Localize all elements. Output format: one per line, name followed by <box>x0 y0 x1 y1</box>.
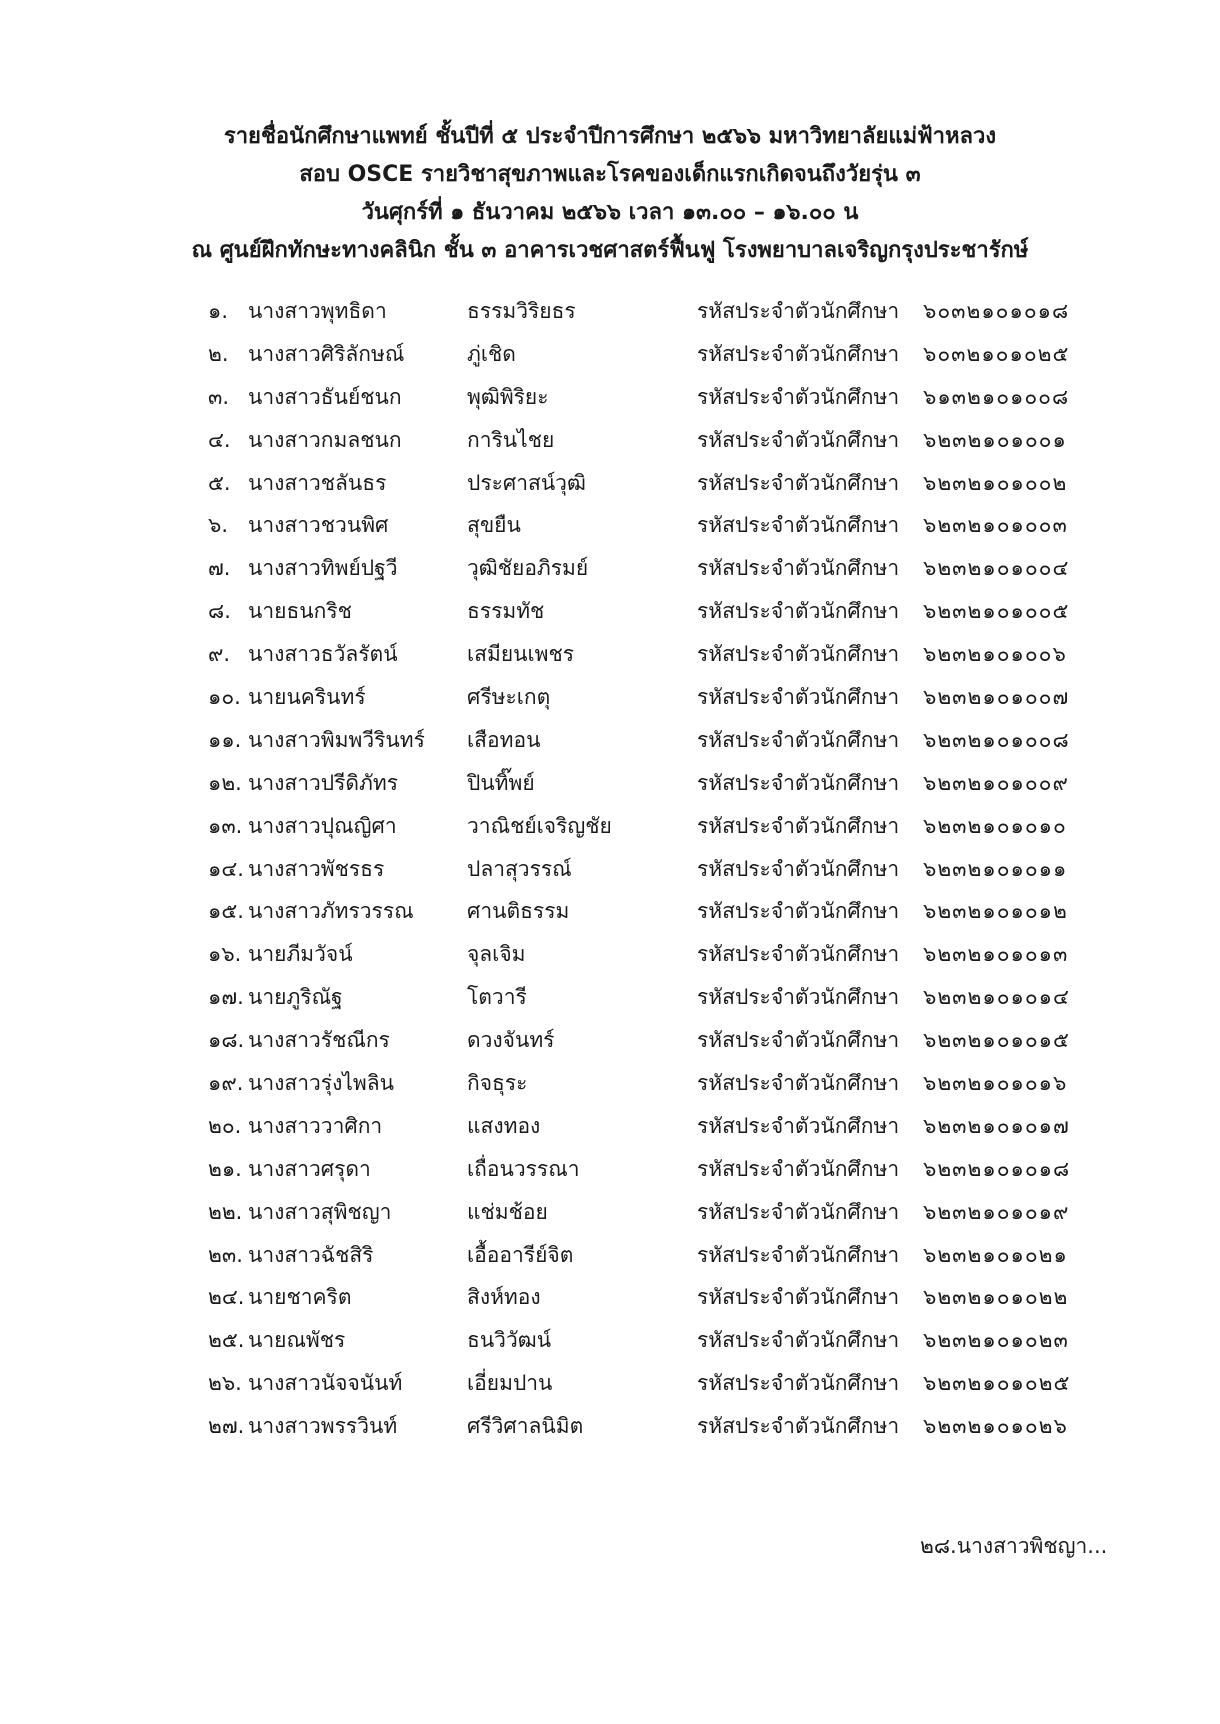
student-id: ๖๒๓๒๑๐๑๐๑๕ <box>923 1028 1070 1053</box>
student-number: ๑๘. <box>208 1028 245 1053</box>
student-id: ๖๒๓๒๑๐๑๐๐๑ <box>923 427 1067 452</box>
student-id-label: รหัสประจำตัวนักศึกษา <box>697 727 900 752</box>
student-id-label: รหัสประจำตัวนักศึกษา <box>697 299 900 323</box>
student-id-label: รหัสประจำตัวนักศึกษา <box>697 1028 900 1053</box>
student-id-label: รหัสประจำตัวนักศึกษา <box>697 985 900 1010</box>
student-number: ๒๐. <box>208 1113 242 1138</box>
student-number: ๒๒. <box>208 1199 243 1224</box>
list-item <box>0 1062 1220 1105</box>
list-item <box>0 462 1220 505</box>
list-item <box>0 504 1220 547</box>
student-id: ๖๒๓๒๑๐๑๐๐๖ <box>923 642 1067 667</box>
list-item <box>0 848 1220 891</box>
student-surname: ศรีวิศาลนิมิต <box>467 1414 584 1439</box>
student-id-label: รหัสประจำตัวนักศึกษา <box>697 813 900 838</box>
student-id-label: รหัสประจำตัวนักศึกษา <box>697 1371 900 1396</box>
student-id-label: รหัสประจำตัวนักศึกษา <box>697 1328 900 1353</box>
student-id: ๖๒๓๒๑๐๑๐๒๑ <box>923 1242 1068 1267</box>
header-title: รายชื่อนักศึกษาแพทย์ ชั้นปีที่ ๕ ประจำปีการศึกษา ๒๕๖๖ มหาวิทยาลัยแม่ฟ้าหลวง <box>223 124 997 149</box>
student-id: ๖๒๓๒๑๐๑๐๐๕ <box>923 599 1070 624</box>
student-id: ๖๐๓๒๑๐๑๐๒๕ <box>923 341 1070 366</box>
student-number: ๔. <box>208 427 231 452</box>
student-surname: จุลเจิม <box>467 942 526 967</box>
student-name: นางสาวพัชรธร <box>248 856 385 881</box>
student-surname: แสงทอง <box>467 1113 541 1138</box>
list-item <box>0 333 1220 376</box>
student-id-label: รหัสประจำตัวนักศึกษา <box>697 470 900 495</box>
student-id-label: รหัสประจำตัวนักศึกษา <box>697 1071 900 1096</box>
student-number: ๗. <box>208 556 231 581</box>
student-surname: ธรรมวิริยธร <box>467 299 576 323</box>
student-id-label: รหัสประจำตัวนักศึกษา <box>697 599 900 624</box>
student-id: ๖๒๓๒๑๐๑๐๒๖ <box>923 1414 1068 1439</box>
student-surname: สุขยืน <box>467 513 521 538</box>
list-item <box>0 1191 1220 1234</box>
student-id: ๖๐๓๒๑๐๑๐๑๘ <box>923 299 1070 323</box>
student-name: นางสาวกมลชนก <box>248 427 402 452</box>
student-name: นางสาวปรีดิภัทร <box>248 770 399 795</box>
student-name: นายนครินทร์ <box>248 685 366 710</box>
student-number: ๑๖. <box>208 942 242 967</box>
student-name: นางสาวศรุดา <box>248 1156 371 1181</box>
student-id-label: รหัสประจำตัวนักศึกษา <box>697 642 900 667</box>
student-id: ๖๒๓๒๑๐๑๐๒๒ <box>923 1285 1069 1310</box>
student-number: ๒๓. <box>208 1242 243 1267</box>
student-number: ๑๔. <box>208 856 244 881</box>
student-id: ๖๒๓๒๑๐๑๐๐๓ <box>923 513 1068 538</box>
student-name: นางสาวสุพิชญา <box>248 1199 392 1224</box>
list-item <box>0 419 1220 462</box>
student-number: ๘. <box>208 599 231 624</box>
student-id-label: รหัสประจำตัวนักศึกษา <box>697 556 900 581</box>
student-surname: เอื้ออารีย์จิต <box>467 1242 574 1267</box>
student-id-label: รหัสประจำตัวนักศึกษา <box>697 1242 900 1267</box>
list-item <box>0 719 1220 762</box>
student-number: ๑๙. <box>208 1071 244 1096</box>
student-id: ๖๒๓๒๑๐๑๐๑๑ <box>923 856 1068 881</box>
list-item <box>0 762 1220 805</box>
student-id: ๖๑๓๒๑๐๑๐๐๘ <box>923 384 1070 409</box>
header-exam-subject: สอบ OSCE รายวิชาสุขภาพและโรคของเด็กแรกเกิดจนถึงวัยรุ่น ๓ <box>299 162 921 187</box>
student-surname: ปลาสุวรรณ์ <box>467 856 572 881</box>
student-id: ๖๒๓๒๑๐๑๐๑๓ <box>923 942 1069 967</box>
student-surname: แช่มช้อย <box>467 1199 548 1224</box>
list-item <box>0 890 1220 933</box>
student-id: ๖๒๓๒๑๐๑๐๒๕ <box>923 1371 1071 1396</box>
student-name: นางสาวนัจจนันท์ <box>248 1371 403 1396</box>
student-surname: สิงห์ทอง <box>467 1285 541 1310</box>
list-item <box>0 1276 1220 1319</box>
student-number: ๖. <box>208 513 229 538</box>
student-surname: โตวารี <box>467 985 527 1010</box>
list-item <box>0 590 1220 633</box>
student-name: นางสาวพรรวินท์ <box>248 1414 398 1439</box>
student-name: นางสาววาศิกา <box>248 1113 383 1138</box>
student-id: ๖๒๓๒๑๐๑๐๐๒ <box>923 470 1068 495</box>
list-item <box>0 1362 1220 1405</box>
student-name: นายภีมวัจน์ <box>248 942 353 967</box>
student-number: ๓. <box>208 384 230 409</box>
student-id: ๖๒๓๒๑๐๑๐๑๗ <box>923 1113 1070 1138</box>
student-id-label: รหัสประจำตัวนักศึกษา <box>697 1113 900 1138</box>
student-name: นางสาวธันย์ชนก <box>248 384 402 409</box>
student-name: นางสาวภัทรวรรณ <box>248 899 414 924</box>
student-surname: ปินทิ๊พย์ <box>467 770 535 795</box>
student-surname: วุฒิชัยอภิรมย์ <box>467 556 589 581</box>
student-name: นางสาวทิพย์ปฐวี <box>248 556 398 581</box>
student-surname: เสมียนเพชร <box>467 642 575 667</box>
student-id-label: รหัสประจำตัวนักศึกษา <box>697 770 900 795</box>
student-number: ๑๑. <box>208 727 242 752</box>
student-roster <box>0 290 1220 1448</box>
student-number: ๕. <box>208 470 231 495</box>
list-item <box>0 805 1220 848</box>
student-name: นางสาวชวนพิศ <box>248 513 389 538</box>
student-number: ๙. <box>208 642 231 667</box>
student-number: ๑๓. <box>208 813 243 838</box>
student-id-label: รหัสประจำตัวนักศึกษา <box>697 942 900 967</box>
student-id-label: รหัสประจำตัวนักศึกษา <box>697 1156 900 1181</box>
student-name: นางสาวรัชณีกร <box>248 1028 390 1053</box>
student-id: ๖๒๓๒๑๐๑๐๑๙ <box>923 1199 1070 1224</box>
student-id: ๖๒๓๒๑๐๑๐๑๘ <box>923 1156 1071 1181</box>
student-id: ๖๒๓๒๑๐๑๐๑๔ <box>923 985 1070 1010</box>
student-id: ๖๒๓๒๑๐๑๐๐๘ <box>923 727 1070 752</box>
student-id-label: รหัสประจำตัวนักศึกษา <box>697 341 900 366</box>
student-number: ๒๖. <box>208 1371 242 1396</box>
student-surname: ธนวิวัฒน์ <box>467 1328 552 1353</box>
list-item <box>0 1019 1220 1062</box>
list-item <box>0 976 1220 1019</box>
student-number: ๒๕. <box>208 1328 245 1353</box>
student-surname: การินไชย <box>467 427 555 452</box>
student-name: นายชาคริต <box>248 1285 352 1310</box>
student-id: ๖๒๓๒๑๐๑๐๐๔ <box>923 556 1070 581</box>
header-date-time: วันศุกร์ที่ ๑ ธันวาคม ๒๕๖๖ เวลา ๑๓.๐๐ – ๑๖.๐๐ น <box>361 200 859 225</box>
list-item <box>0 1319 1220 1362</box>
student-surname: เถื่อนวรรณา <box>467 1156 580 1181</box>
student-number: ๒๔. <box>208 1285 245 1310</box>
list-item <box>0 633 1220 676</box>
student-name: นายภูริณัฐ <box>248 985 343 1010</box>
student-id-label: รหัสประจำตัวนักศึกษา <box>697 1414 900 1439</box>
student-name: นางสาวปุณญิศา <box>248 813 397 838</box>
list-item <box>0 1405 1220 1448</box>
student-number: ๒๑. <box>208 1156 242 1181</box>
student-id-label: รหัสประจำตัวนักศึกษา <box>697 899 900 924</box>
student-surname: ภู่เชิด <box>467 341 516 366</box>
student-name: นายณพัชร <box>248 1328 346 1353</box>
student-surname: พุฒิพิริยะ <box>467 384 549 409</box>
student-number: ๒. <box>208 341 229 366</box>
student-surname: ศานติธรรม <box>467 899 570 924</box>
list-item <box>0 547 1220 590</box>
student-number: ๑๗. <box>208 985 244 1010</box>
student-name: นางสาวฉัชสิริ <box>248 1242 374 1267</box>
student-id: ๖๒๓๒๑๐๑๐๒๓ <box>923 1328 1069 1353</box>
student-id-label: รหัสประจำตัวนักศึกษา <box>697 685 900 710</box>
student-name: นางสาวพุทธิดา <box>248 299 387 323</box>
student-name: นางสาวศิริลักษณ์ <box>248 341 405 366</box>
student-id: ๖๒๓๒๑๐๑๐๑๖ <box>923 1071 1068 1096</box>
student-id-label: รหัสประจำตัวนักศึกษา <box>697 1199 900 1224</box>
list-item <box>0 376 1220 419</box>
list-item <box>0 290 1220 333</box>
student-id: ๖๒๓๒๑๐๑๐๑๒ <box>923 899 1068 924</box>
student-name: นายธนกริช <box>248 599 352 624</box>
student-id-label: รหัสประจำตัวนักศึกษา <box>697 427 900 452</box>
student-name: นางสาวชลันธร <box>248 470 387 495</box>
student-surname: ประศาสน์วุฒิ <box>467 470 586 495</box>
student-surname: ธรรมทัช <box>467 599 545 624</box>
student-name: นางสาวธวัลรัตน์ <box>248 642 398 667</box>
continuation-note: ๒๘.นางสาวพิชญา... <box>920 1534 1108 1558</box>
student-number: ๑๐. <box>208 685 241 710</box>
student-number: ๒๗. <box>208 1414 245 1439</box>
list-item <box>0 1105 1220 1148</box>
student-surname: ศรีษะเกตุ <box>467 685 551 710</box>
student-id-label: รหัสประจำตัวนักศึกษา <box>697 513 900 538</box>
list-item <box>0 933 1220 976</box>
student-surname: กิจธุระ <box>467 1071 528 1096</box>
list-item <box>0 676 1220 719</box>
student-id: ๖๒๓๒๑๐๑๐๑๐ <box>923 813 1067 838</box>
student-number: ๑๕. <box>208 899 244 924</box>
document-header <box>0 118 1220 270</box>
header-location: ณ ศูนย์ฝึกทักษะทางคลินิก ชั้น ๓ อาคารเวชศาสตร์ฟื้นฟู โรงพยาบาลเจริญกรุงประชารักษ์ <box>191 238 1029 263</box>
student-id-label: รหัสประจำตัวนักศึกษา <box>697 856 900 881</box>
student-surname: ดวงจันทร์ <box>467 1028 555 1053</box>
student-number: ๑๒. <box>208 770 242 795</box>
student-name: นางสาวรุ่งไพลิน <box>248 1071 394 1096</box>
student-id-label: รหัสประจำตัวนักศึกษา <box>697 1285 900 1310</box>
student-name: นางสาวพิมพวีรินทร์ <box>248 727 425 752</box>
student-id: ๖๒๓๒๑๐๑๐๐๗ <box>923 685 1070 710</box>
student-id-label: รหัสประจำตัวนักศึกษา <box>697 384 900 409</box>
student-number: ๑. <box>208 299 229 323</box>
student-id: ๖๒๓๒๑๐๑๐๐๙ <box>923 770 1069 795</box>
list-item <box>0 1148 1220 1191</box>
student-surname: เอี่ยมปาน <box>467 1371 553 1396</box>
student-surname: เสือทอน <box>467 727 541 752</box>
list-item <box>0 1234 1220 1277</box>
student-surname: วาณิชย์เจริญชัย <box>467 813 612 838</box>
